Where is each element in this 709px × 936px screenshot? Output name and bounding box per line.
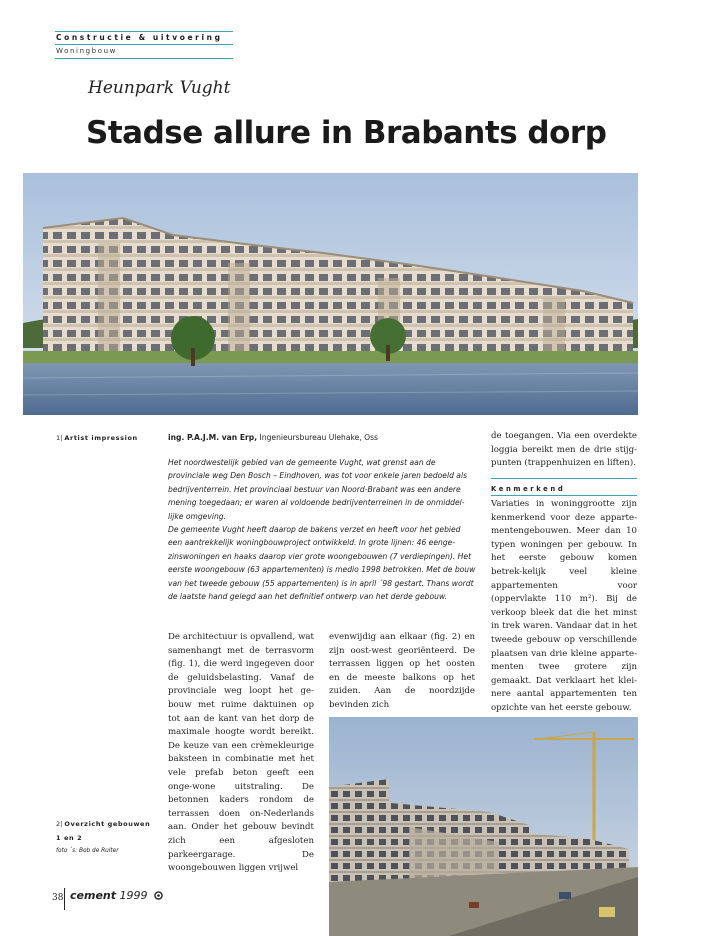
article-kicker: Heunpark Vught	[88, 78, 231, 98]
subheading-rule-bottom	[491, 495, 637, 496]
body-column-2: evenwijdig aan elkaar (fig. 2) en zijn oost-west georiënteerd. De terrassen liggen op het oosten en de meeste balkons op het zuiden. Aan de noordzijde bevinden zich	[329, 632, 475, 710]
author-name: ing. P.A.J.M. van Erp,	[168, 433, 258, 442]
magazine-name: cement	[70, 889, 116, 902]
section-label: Constructie & uitvoering	[56, 33, 223, 42]
artist-impression-image	[23, 173, 638, 415]
header-rule-top	[55, 31, 233, 32]
construction-overview-photo	[329, 717, 638, 936]
author-line	[168, 433, 378, 442]
figure-2-number: 2|	[56, 820, 63, 828]
figure-1-number: 1|	[56, 434, 63, 442]
subsection-label: Woningbouw	[56, 47, 117, 55]
body-column-1: De architectuur is opvallend, wat samenhangt met de terrasvorm (fig. 1), die werd ingegeven door de geluidsbelasting. Vanaf de provinciale weg loopt het ge-bouw met ruime daktuinen op tot aan de kant van het dorp de maximale hoogte wordt bereikt. De keuze van een crèmekleurige baksteen in combinatie met het vele prefab beton geeft een onge-wone uitstraling. De betonnen kaders rondom de terrassen doen on-Nederlands aan. Onder het gebouw bevindt zich een afgesloten parkeergarage. De woongebouwen liggen vrijwel	[168, 632, 314, 874]
photo-credit: foto ´s: Bob de Ruiter	[56, 848, 119, 854]
footer-divider	[64, 888, 65, 910]
figure-2-caption-line2	[56, 834, 82, 842]
article-intro	[168, 456, 476, 603]
body-column-3-bottom: Variaties in woninggrootte zijn kenmerkend voor deze apparte-mentengebouwen. Meer dan 10 typen woningen per gebouw. In het eerste gebouw komen betrek-kelijk veel kleine appartementen voor (oppervlakte 110 m²). Bij de verkoop bleek dat die het minst in trek waren. Vandaar dat in het tweede gebouw op verschillende plaatsen van drie kleine apparte-menten twee grotere zijn gemaakt. Dat verklaart het klei-nere aantal appartementen ten opzichte van het eerste gebouw.	[491, 499, 637, 713]
subheading-kenmerkend: Kenmerkend	[491, 485, 566, 493]
header-rule-bottom	[55, 58, 233, 59]
body-column-3-top: de toegangen. Via een overdekte loggia bereikt men de drie stijg-punten (trappenhuizen en liften).	[491, 431, 637, 469]
page-number: 38	[52, 893, 64, 903]
magazine-logo-icon	[154, 890, 163, 903]
footer-magazine	[70, 889, 163, 903]
header-rule-middle	[55, 44, 233, 45]
magazine-year: 1999	[119, 889, 148, 902]
figure-2-caption	[56, 820, 150, 828]
subheading-rule-top	[491, 478, 637, 479]
figure-2-text: Overzicht gebouwen	[64, 820, 151, 828]
figure-1-caption	[56, 434, 138, 442]
intro-paragraph: De gemeente Vught heeft daarop de bakens verzet en heeft voor het gebied een aantrekkelijk woningbouwproject ontwikkeld. In grote lijnen: 46 eenge-zinswoningen en haaks daarop vier grote woongebouwen (7 verdiepingen). Het eerste woongebouw (63 appartementen) is medio 1998 betrokken. Met de bouw van het tweede gebouw (55 appartementen) is in april ´98 gestart. Thans wordt de laatste hand gelegd aan het definitief ontwerp van het derde gebouw.	[168, 525, 476, 602]
figure-2-text-2: 1 en 2	[56, 834, 83, 842]
author-organisation: Ingenieursbureau Ulehake, Oss	[257, 433, 379, 442]
figure-1-text: Artist impression	[64, 434, 138, 442]
article-title: Stadse allure in Brabants dorp	[86, 115, 607, 151]
intro-paragraph: Het noordwestelijk gebied van de gemeente Vught, wat grenst aan de provinciale weg Den Bosch – Eindhoven, was tot voor enkele jaren bedoeld als bedrijventerrein. Het provinciaal bestuur van Noord-Brabant was een andere mening toegedaan; er waren al voldoende bedrijventerreinen in de onmiddel-lijke omgeving.	[168, 458, 468, 521]
